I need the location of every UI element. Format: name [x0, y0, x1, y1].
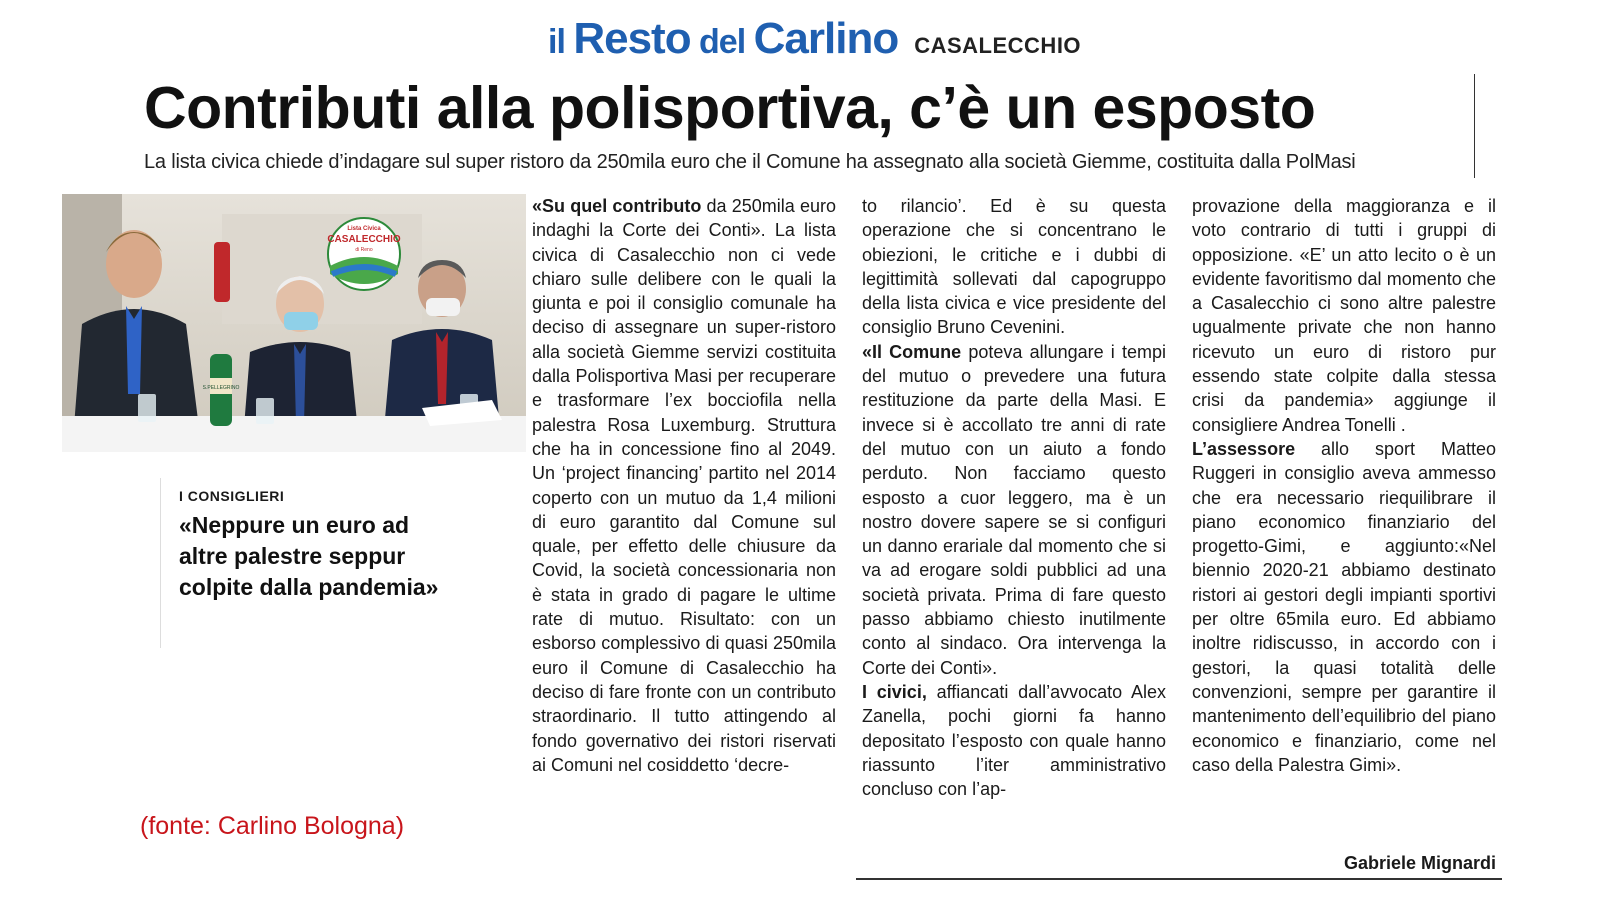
bottom-rule	[856, 878, 1502, 880]
divider	[1474, 74, 1475, 178]
badge-text-top: Lista Civica	[347, 226, 381, 232]
masthead	[548, 14, 1081, 64]
paragraph	[862, 680, 1166, 801]
paragraph-text: da 250mila euro indaghi la Corte dei Conti». La lista civica di Casalecchio non ci vede chiaro sulle delibere con le quali la giunta e poi il consiglio comunale ha deciso di assegnare un super-ristoro alla società Giemme servizi costituita dalla Polisportiva Masi per recuperare e trasformare l’ex bocciofila nella palestra Rosa Luxemburg. Struttura che ha in concessione fino al 2049. Un ‘project financing’ partito nel 2014 coperto con un mutuo da 1,4 milioni di euro garantito dal Comune sul quale, per effetto delle chiusure da Covid, la società concessionaria non è stata in grado di pagare le ultime rate di mutuo. Risultato: con un esborso complessivo di quasi 250mila euro il Comune di Casalecchio ha deciso di fare fronte con un contributo straordinario. Il tutto attingendo al fondo governativo dei ristori riservati ai Comuni nel cosiddetto ‘decre-	[532, 196, 836, 775]
article-column-2	[862, 194, 1166, 801]
paragraph-lead: L’assessore	[1192, 438, 1296, 459]
paragraph-text: allo sport Matteo Ruggeri in consiglio aveva ammesso che era necessario riequilibrare il piano economico finanziario del progetto-Gimi, e aggiunto:«Nel biennio 2020-21 abbiamo destinato ristori ai gestori degli impianti sportivi per oltre 65mila euro. Ed abbiamo inoltre ridiscusso, in accordo con i gestori, la quasi totalità delle convenzioni, sempre per garantire il mantenimento dell’equilibrio del piano economico e finanziario, come nel caso della Palestra Gimi».	[1192, 438, 1496, 775]
column-gap	[848, 194, 849, 854]
paragraph	[532, 194, 836, 777]
paragraph-text: poteva allungare i tempi del mutuo o prevedere una futura restituzione da parte della Masi. E invece si è accollato tre anni di rate del mutuo con un aiuto a fondo perduto. Non facciamo questo esposto a cuor leggero, ma è un nostro dovere sapere se si configuri un danno erariale dal momento che si va ad erogare soldi pubblici ad una società privata. Prima di fare questo passo abbiamo chiesto inutilmente conto al sindaco. Ora intervenga la Corte dei Conti».	[862, 341, 1166, 678]
paragraph-lead: I civici,	[862, 681, 927, 702]
article-headline: Contributi alla polisportiva, c’è un esposto	[144, 75, 1316, 141]
pull-quote	[160, 478, 449, 648]
pull-quote-text: «Neppure un euro ad altre palestre seppur colpite dalla pandemia»	[179, 512, 439, 600]
civic-list-badge	[327, 218, 401, 290]
edition-label: CASALECCHIO	[914, 33, 1082, 58]
paragraph: provazione della maggioranza e il voto contrario di tutti i gruppi di opposizione. «E’ un atto lecito o è un evidente favoritismo dal momento che a Casalecchio ci sono altre palestre ugualmente private che non hanno ricevuto un euro di ristoro pur essendo state colpite dalla stessa crisi da pandemia» aggiunge il consigliere Andrea Tonelli .	[1192, 196, 1496, 435]
paragraph-lead: «Su quel contributo	[532, 196, 702, 216]
paragraph	[862, 340, 1166, 680]
source-credit: (fonte: Carlino Bologna)	[140, 812, 405, 840]
article-photo	[62, 194, 526, 452]
paragraph: to rilancio’. Ed è su questa operazione che si concentrano le obiezioni, le critiche e i dubbi di legittimità sollevati dal capogruppo della lista civica e vice presidente del consiglio Bruno Cevenini.	[862, 196, 1166, 338]
newspaper-logo: il Resto del Carlino	[548, 14, 899, 63]
pull-quote-kicker: I CONSIGLIERI	[179, 488, 285, 504]
bottle-label: S.PELLEGRINO	[202, 385, 240, 391]
paragraph-text: affiancati dall’avvocato Alex Zanella, pochi giorni fa hanno depositato l’esposto con quale hanno riassunto l’iter amministrativo concluso con l’ap-	[862, 681, 1166, 800]
author-byline: Gabriele Mignardi	[1343, 853, 1496, 873]
paragraph	[1192, 437, 1496, 777]
article-subhead: La lista civica chiede d’indagare sul super ristoro da 250mila euro che il Comune ha assegnato alla società Giemme, costituita dalla PolMasi	[144, 151, 1356, 173]
badge-text-main: CASALECCHIO	[327, 234, 401, 245]
article-column-1	[532, 194, 836, 777]
paragraph-lead: «Il Comune	[862, 341, 962, 362]
badge-text-bottom: di Reno	[355, 247, 373, 253]
article-column-3	[1192, 194, 1496, 777]
